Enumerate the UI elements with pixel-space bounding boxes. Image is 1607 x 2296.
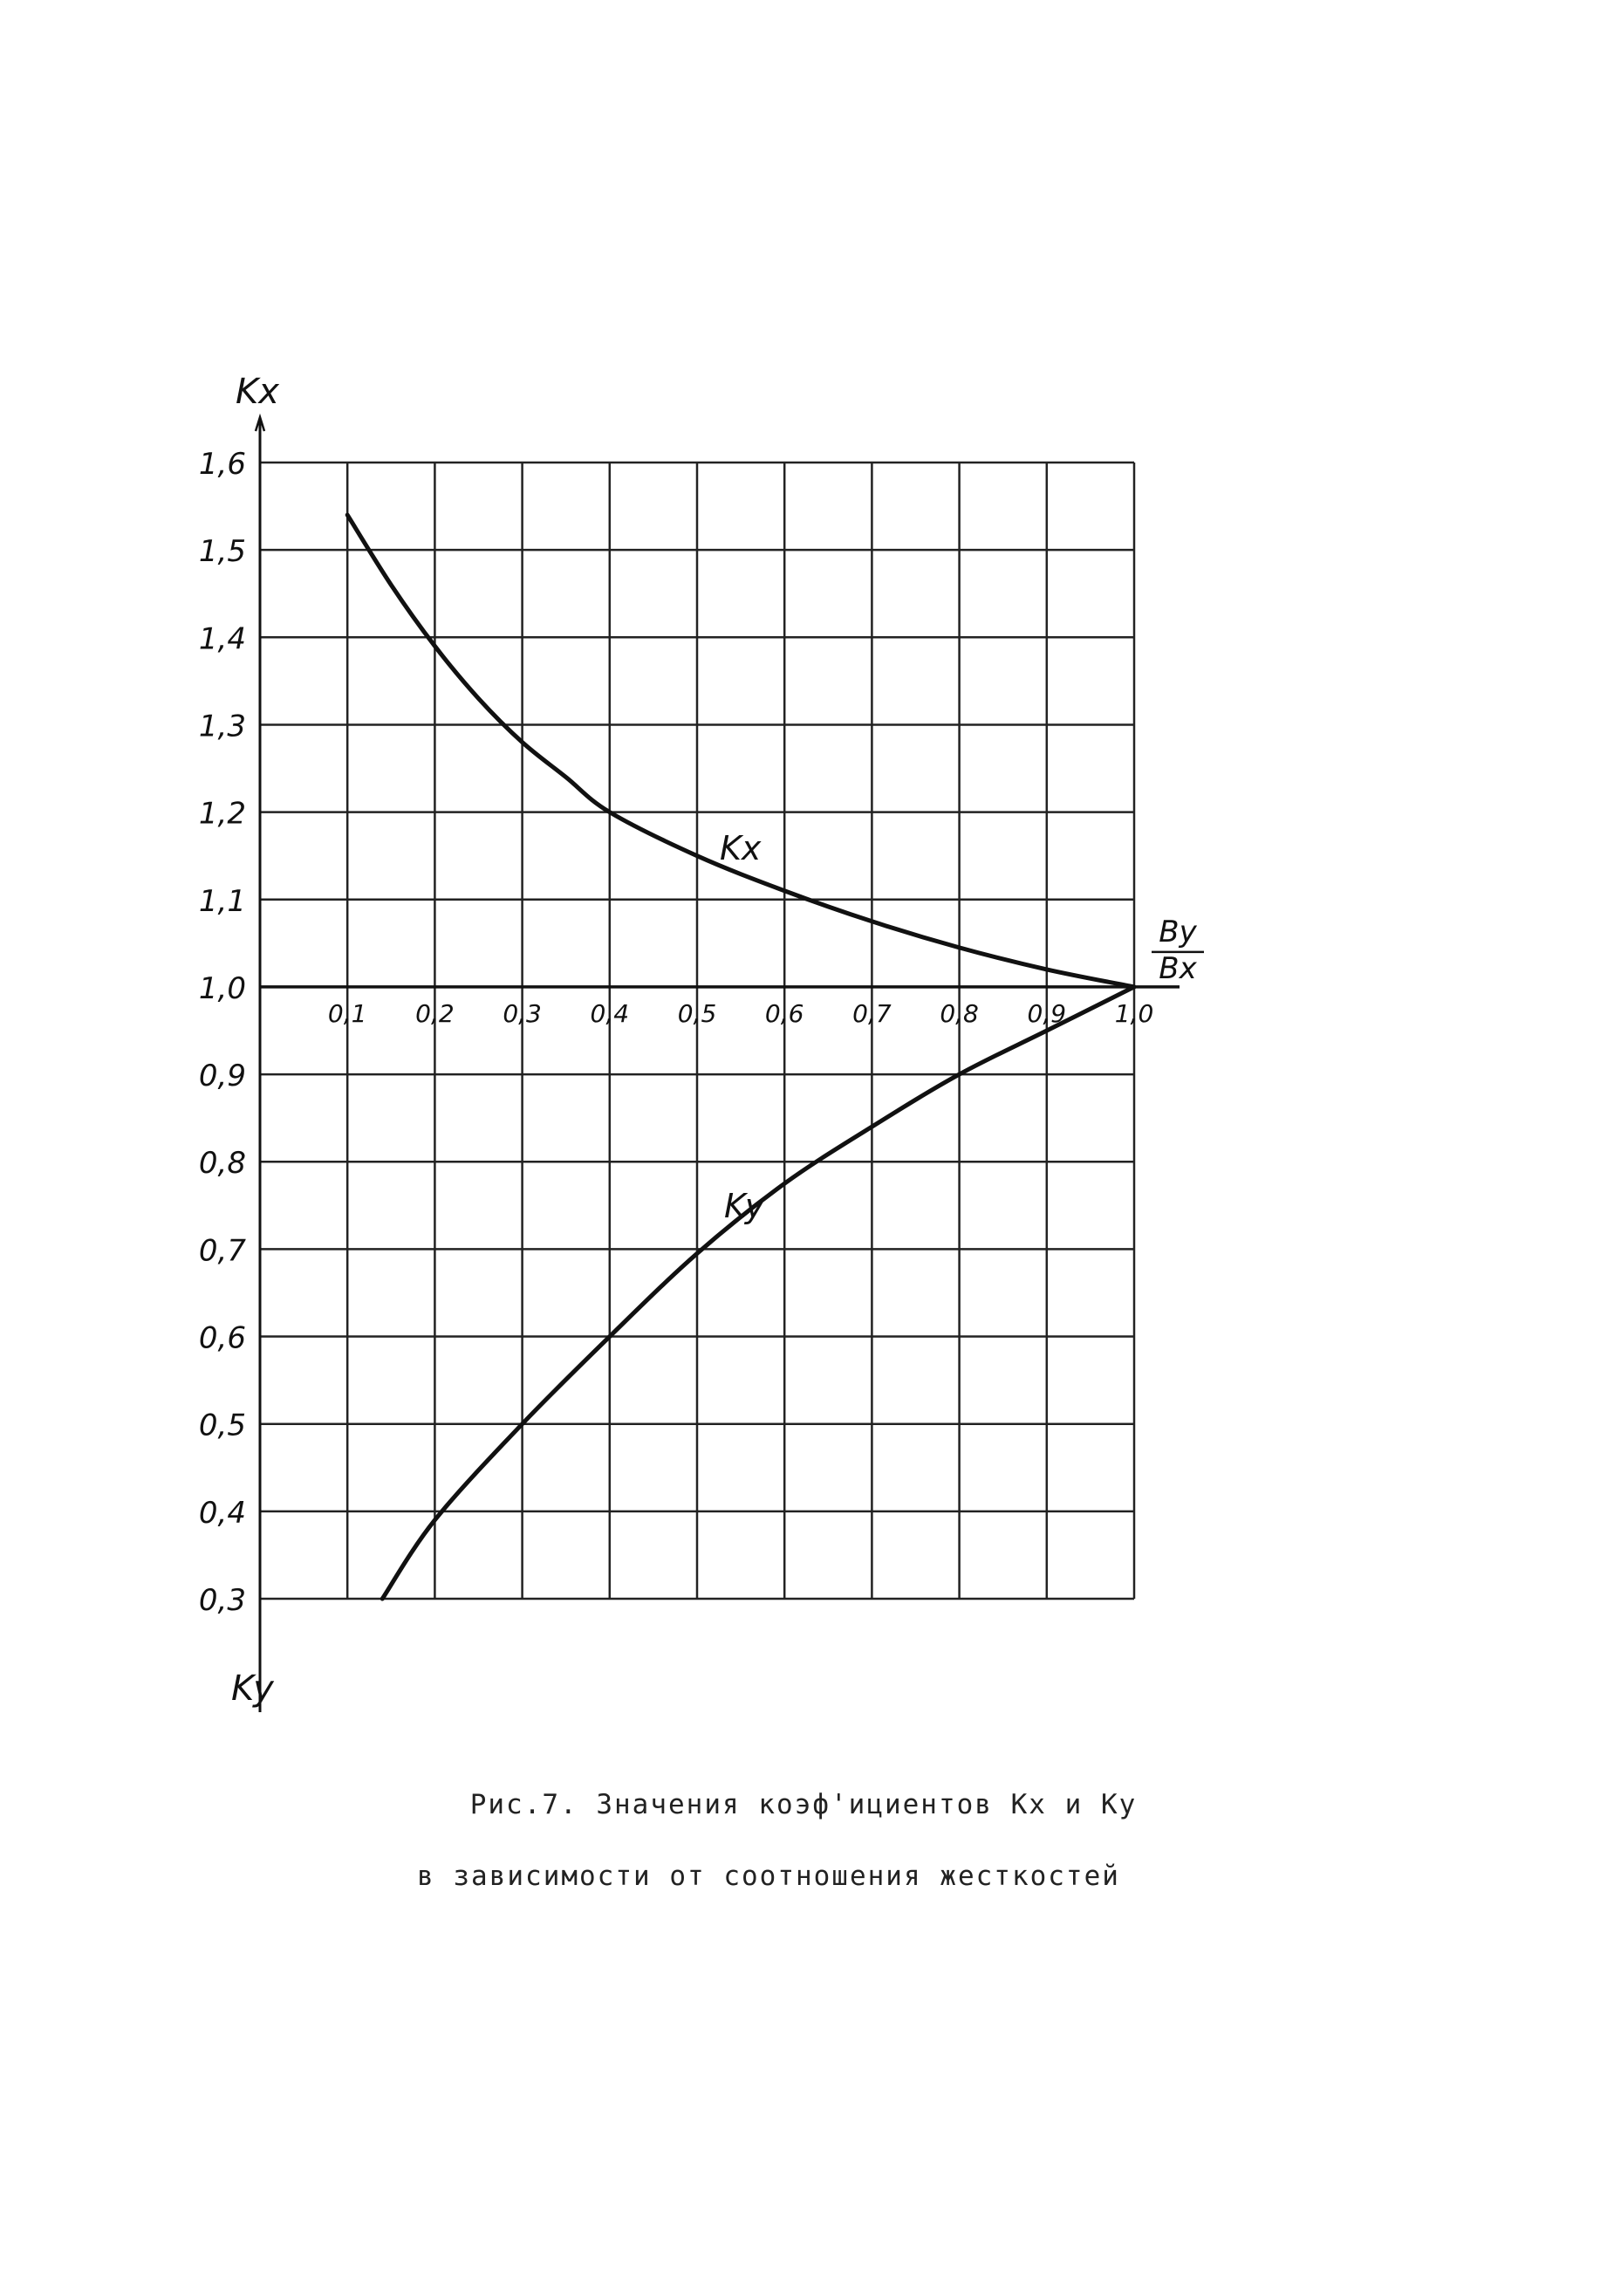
y-axis-label-top: Kx — [236, 372, 279, 412]
y-tick-label: 0,3 — [198, 1583, 246, 1618]
y-tick-label: 1,4 — [198, 621, 246, 657]
x-tick-label: 0,5 — [677, 998, 717, 1028]
x-tick-label: 0,4 — [590, 998, 630, 1028]
y-tick-label: 0,7 — [198, 1233, 246, 1269]
y-tick-label: 0,4 — [198, 1495, 246, 1531]
figure-number: Рис.7. — [469, 1789, 578, 1820]
x-tick-label: 0,8 — [940, 998, 979, 1028]
y-tick-label: 1,2 — [198, 796, 246, 832]
figure-title: Значения коэф'ициентов Kх и Ку — [596, 1789, 1138, 1820]
series-line-kx — [347, 515, 1134, 987]
y-tick-label: 1,0 — [198, 970, 246, 1006]
y-tick-label: 0,5 — [198, 1408, 246, 1443]
x-tick-label: 0,6 — [764, 998, 804, 1028]
axis-labels — [231, 372, 1204, 1709]
grid — [260, 463, 1134, 1599]
x-tick-label: 0,9 — [1027, 998, 1067, 1028]
y-tick-label: 0,6 — [198, 1320, 246, 1356]
series-label-kx: Kx — [720, 829, 762, 867]
y-axis-label-bottom: Ky — [231, 1669, 274, 1709]
series-line-ky — [382, 987, 1134, 1599]
tick-labels — [199, 447, 1153, 1618]
x-axis-label-numerator: By — [1159, 914, 1197, 949]
y-tick-label: 1,1 — [198, 883, 246, 919]
x-tick-label: 0,3 — [503, 998, 542, 1028]
series-label-ky: Ky — [724, 1187, 765, 1225]
y-tick-label: 1,5 — [198, 534, 246, 570]
y-tick-label: 0,9 — [198, 1059, 246, 1094]
axes — [256, 417, 1180, 1712]
y-tick-label: 0,8 — [198, 1146, 246, 1182]
figure-caption-line-2 — [0, 1861, 1572, 1892]
figure-subtitle: в зависимости от соотношения жесткостей — [417, 1861, 1120, 1892]
x-tick-label: 0,2 — [415, 998, 455, 1028]
series-lines — [347, 515, 1134, 1599]
x-tick-label: 0,1 — [327, 998, 367, 1028]
x-tick-label: 0,7 — [852, 998, 892, 1028]
x-axis-label-denominator: Bx — [1159, 950, 1197, 986]
y-tick-label: 1,3 — [198, 709, 246, 744]
x-tick-label: 1,0 — [1114, 998, 1154, 1028]
figure-caption-line-1 — [0, 1789, 1607, 1820]
y-tick-label: 1,6 — [198, 447, 246, 482]
